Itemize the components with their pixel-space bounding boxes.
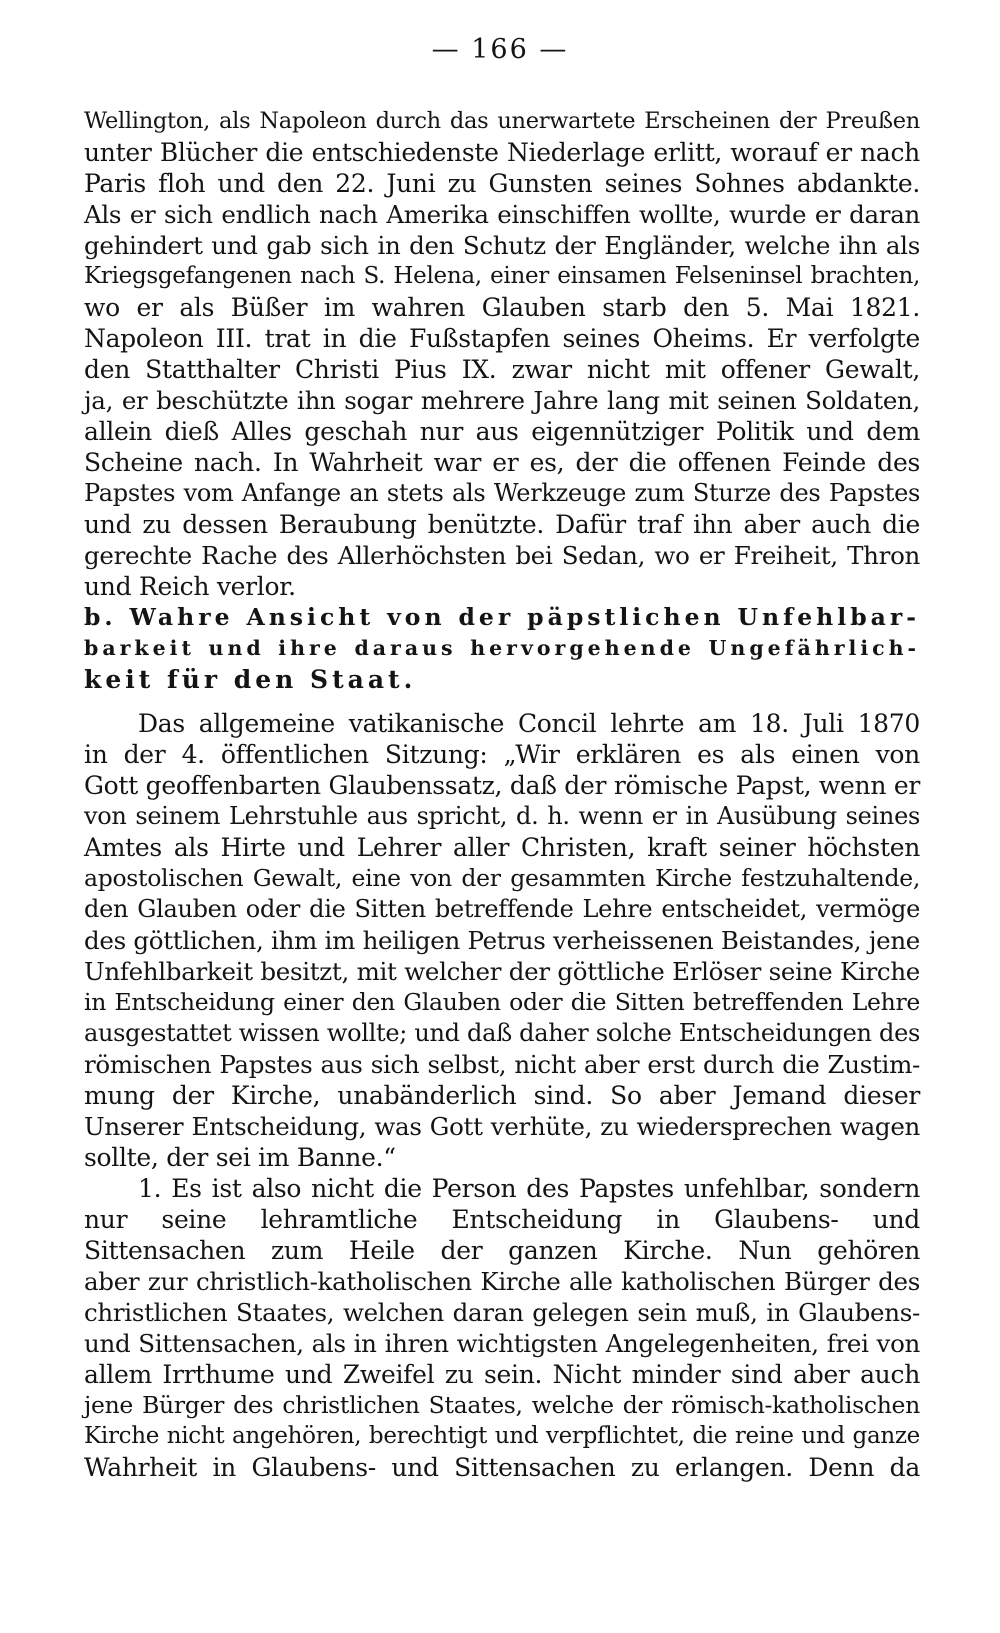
text-line: Kriegsgefangenen nach S. Helena, einer einsamen Felseninsel brachten, [84,263,920,289]
text-line: Als er sich endlich nach Amerika einschiffen wollte, wurde er daran [84,200,920,229]
text-line: ja, er beschützte ihn sogar mehrere Jahre lang mit seinen Soldaten, [84,386,920,415]
text-line: Paris floh und den 22. Juni zu Gunsten seines Sohnes abdankte. [84,169,920,198]
heading-line: b. Wahre Ansicht von der päpstlichen Unfehlbar- [84,603,920,631]
text-line: unter Blücher die entschiedenste Niederlage erlitt, worauf er nach [84,138,920,167]
text-line: wo er als Büßer im wahren Glauben starb den 5. Mai 1821. [84,293,920,322]
text-line: Amtes als Hirte und Lehrer aller Christen, kraft seiner höchsten [84,833,920,862]
text-line: Wahrheit in Glaubens- und Sittensachen zu erlangen. Denn da [84,1453,920,1482]
text-line: aber zur christlich-katholischen Kirche alle katholischen Bürger des [84,1267,920,1296]
text-line: Sittensachen zum Heile der ganzen Kirche. Nun gehören [84,1236,920,1265]
text-line: apostolischen Gewalt, eine von der gesammten Kirche festzuhaltende, [84,864,920,892]
heading-line: barkeit und ihre daraus hervorgehende Ungefährlich- [84,636,920,660]
text-line: den Statthalter Christi Pius IX. zwar nicht mit offener Gewalt, [84,355,920,384]
text-line: Papstes vom Anfange an stets als Werkzeuge zum Sturze des Papstes [84,479,920,507]
numbered-paragraph-first-line [84,1173,920,1204]
text-line: und Reich verlor. [84,572,296,601]
text-line: Unserer Entscheidung, was Gott verhüte, zu wiedersprechen wagen [84,1112,920,1141]
paragraph-text: Es ist also nicht die Person des Papstes unfehlbar, sondern [171,1174,920,1203]
text-line: jene Bürger des christlichen Staates, welche der römisch-katholischen [84,1391,920,1419]
text-line: christlichen Staates, welchen daran gelegen sein muß, in Glaubens- [84,1298,920,1327]
text-line: in der 4. öffentlichen Sitzung: „Wir erklären es als einen von [84,740,920,769]
paragraph-napoleon [84,106,920,602]
text-line: Wellington, als Napoleon durch das unerwartete Erscheinen der Preußen [84,108,920,134]
heading-line: keit für den Staat. [84,665,417,694]
text-line: Napoleon III. trat in die Fußstapfen seines Oheims. Er verfolgte [84,324,920,353]
text-line: gehindert und gab sich in den Schutz der Engländer, welche ihn als [84,231,920,260]
page-number: — 166 — [431,34,569,65]
section-heading [84,602,920,695]
text-line: und Sittensachen, als in ihren wichtigsten Angelegenheiten, frei von [84,1329,920,1358]
text-line: den Glauben oder die Sitten betreffende Lehre entscheidet, vermöge [84,895,920,923]
text-line: gerechte Rache des Allerhöchsten bei Sedan, wo er Freiheit, Thron [84,541,920,570]
text-line: mung der Kirche, unabänderlich sind. So aber Jemand dieser [84,1081,920,1110]
text-line: und zu dessen Beraubung benützte. Dafür traf ihn aber auch die [84,510,920,539]
text-line: Gott geoffenbarten Glaubenssatz, daß der römische Papst, wenn er [84,771,920,800]
text-line: Unfehlbarkeit besitzt, mit welcher der göttliche Erlöser seine Kirche [84,957,920,986]
text-line: sollte, der sei im Banne.“ [84,1143,396,1172]
text-line: allein dieß Alles geschah nur aus eigennütziger Politik und dem [84,417,920,446]
text-line: ausgestattet wissen wollte; und daß daher solche Entscheidungen des [84,1019,921,1047]
text-line: römischen Papstes aus sich selbst, nicht aber erst durch die Zustim- [84,1050,920,1079]
text-line: nur seine lehramtliche Entscheidung in Glaubens- und [84,1205,920,1234]
text-line: in Entscheidung einer den Glauben oder die Sitten betreffenden Lehre [84,988,920,1016]
text-line: des göttlichen, ihm im heiligen Petrus verheissenen Beistandes, jene [84,926,920,955]
text-line: von seinem Lehrstuhle aus spricht, d. h. wenn er in Ausübung seines [84,802,920,830]
text-line: Kirche nicht angehören, berechtigt und verpflichtet, die reine und ganze [84,1423,920,1449]
body-text [84,708,920,1483]
text-line: Scheine nach. In Wahrheit war er es, der die offenen Feinde des [84,448,920,477]
paragraph-number: 1. [138,1174,162,1203]
text-line: Das allgemeine vatikanische Concil lehrte am 18. Juli 1870 [138,709,920,738]
text-line: allem Irrthume und Zweifel zu sein. Nicht minder sind aber auch [84,1360,920,1389]
